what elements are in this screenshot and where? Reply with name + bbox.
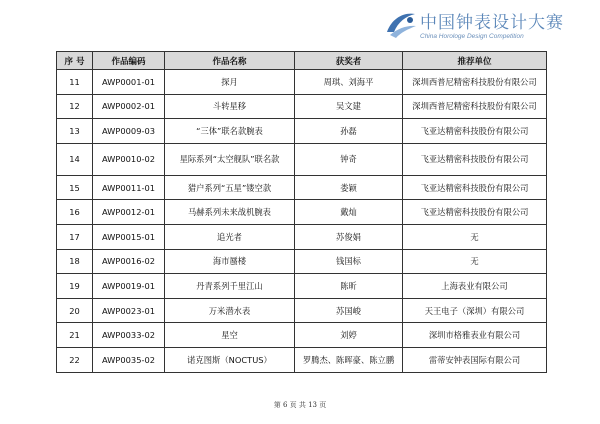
logo-title-en: China Horologe Design Competition <box>420 33 524 40</box>
cell-no: 13 <box>57 119 93 144</box>
cell-work-name: 诺克图斯（NOCTUS） <box>165 347 295 372</box>
table-row <box>57 347 547 372</box>
cell-code: AWP0035-02 <box>93 347 165 372</box>
logo-title-cn: 中国钟表设计大赛 <box>420 13 564 33</box>
cell-winner: 苏国峻 <box>295 298 403 323</box>
header-work-name: 作品名称 <box>165 52 295 70</box>
table-row <box>57 298 547 323</box>
cell-winner: 陈昕 <box>295 274 403 299</box>
table-row <box>57 175 547 200</box>
cell-no: 12 <box>57 94 93 119</box>
table-row <box>57 200 547 225</box>
table-row <box>57 119 547 144</box>
cell-recommender: 深圳西普尼精密科技股份有限公司 <box>403 94 547 119</box>
cell-no: 18 <box>57 249 93 274</box>
header-code: 作品编码 <box>93 52 165 70</box>
cell-winner: 吴文建 <box>295 94 403 119</box>
page-footer: 第 6 页 共 13 页 <box>273 401 327 409</box>
cell-winner: 罗腾杰、陈晖豪、陈立鹏 <box>295 347 403 372</box>
cell-work-name: 海市蜃楼 <box>165 249 295 274</box>
cell-code: AWP0009-03 <box>93 119 165 144</box>
cell-code: AWP0010-02 <box>93 143 165 175</box>
cell-code: AWP0011-01 <box>93 175 165 200</box>
cell-winner: 苏俊娟 <box>295 224 403 249</box>
cell-work-name: 丹青系列千里江山 <box>165 274 295 299</box>
cell-code: AWP0023-01 <box>93 298 165 323</box>
cell-recommender: 深圳市格雅表业有限公司 <box>403 323 547 348</box>
table-row <box>57 143 547 175</box>
cell-work-name: 猎户系列“五星”镂空款 <box>165 175 295 200</box>
cell-winner: 娄颖 <box>295 175 403 200</box>
cell-recommender: 天王电子（深圳）有限公司 <box>403 298 547 323</box>
awards-table <box>56 51 547 373</box>
cell-no: 22 <box>57 347 93 372</box>
header-winner: 获奖者 <box>295 52 403 70</box>
table-row <box>57 224 547 249</box>
cell-recommender: 雷蒂安钟表国际有限公司 <box>403 347 547 372</box>
cell-winner: 刘婷 <box>295 323 403 348</box>
cell-no: 17 <box>57 224 93 249</box>
table-row <box>57 249 547 274</box>
cell-winner: 钱国标 <box>295 249 403 274</box>
cell-recommender: 无 <box>403 249 547 274</box>
cell-winner: 钟奇 <box>295 143 403 175</box>
cell-recommender: 无 <box>403 224 547 249</box>
page-header <box>0 0 600 46</box>
header-recommender: 推荐单位 <box>403 52 547 70</box>
cell-work-name: 万米潜水表 <box>165 298 295 323</box>
cell-code: AWP0016-02 <box>93 249 165 274</box>
cell-code: AWP0015-01 <box>93 224 165 249</box>
cell-winner: 戴灿 <box>295 200 403 225</box>
cell-work-name: 斗转星移 <box>165 94 295 119</box>
table-row <box>57 323 547 348</box>
cell-work-name: “三体”联名款腕表 <box>165 119 295 144</box>
cell-code: AWP0033-02 <box>93 323 165 348</box>
cell-code: AWP0001-01 <box>93 70 165 95</box>
logo-text <box>420 14 564 41</box>
cell-winner: 周琪、刘海平 <box>295 70 403 95</box>
cell-no: 15 <box>57 175 93 200</box>
cell-no: 21 <box>57 323 93 348</box>
cell-work-name: 探月 <box>165 70 295 95</box>
cell-code: AWP0012-01 <box>93 200 165 225</box>
cell-no: 20 <box>57 298 93 323</box>
cell-no: 14 <box>57 143 93 175</box>
cell-winner: 孙磊 <box>295 119 403 144</box>
cell-no: 11 <box>57 70 93 95</box>
table-row <box>57 274 547 299</box>
cell-code: AWP0019-01 <box>93 274 165 299</box>
cell-work-name: 追光者 <box>165 224 295 249</box>
cell-recommender: 飞亚达精密科技股份有限公司 <box>403 143 547 175</box>
cell-recommender: 飞亚达精密科技股份有限公司 <box>403 175 547 200</box>
cell-no: 16 <box>57 200 93 225</box>
swoosh-logo-icon <box>384 8 418 42</box>
cell-no: 19 <box>57 274 93 299</box>
cell-recommender: 飞亚达精密科技股份有限公司 <box>403 119 547 144</box>
cell-work-name: 马赫系列未来战机腕表 <box>165 200 295 225</box>
cell-recommender: 上海表业有限公司 <box>403 274 547 299</box>
table-row <box>57 94 547 119</box>
header-no: 序 号 <box>57 52 93 70</box>
table-header-row <box>57 52 547 70</box>
cell-recommender: 飞亚达精密科技股份有限公司 <box>403 200 547 225</box>
cell-work-name: 星际系列“太空舰队”联名款 <box>165 143 295 175</box>
cell-code: AWP0002-01 <box>93 94 165 119</box>
cell-recommender: 深圳西普尼精密科技股份有限公司 <box>403 70 547 95</box>
cell-work-name: 星空 <box>165 323 295 348</box>
table-row <box>57 70 547 95</box>
